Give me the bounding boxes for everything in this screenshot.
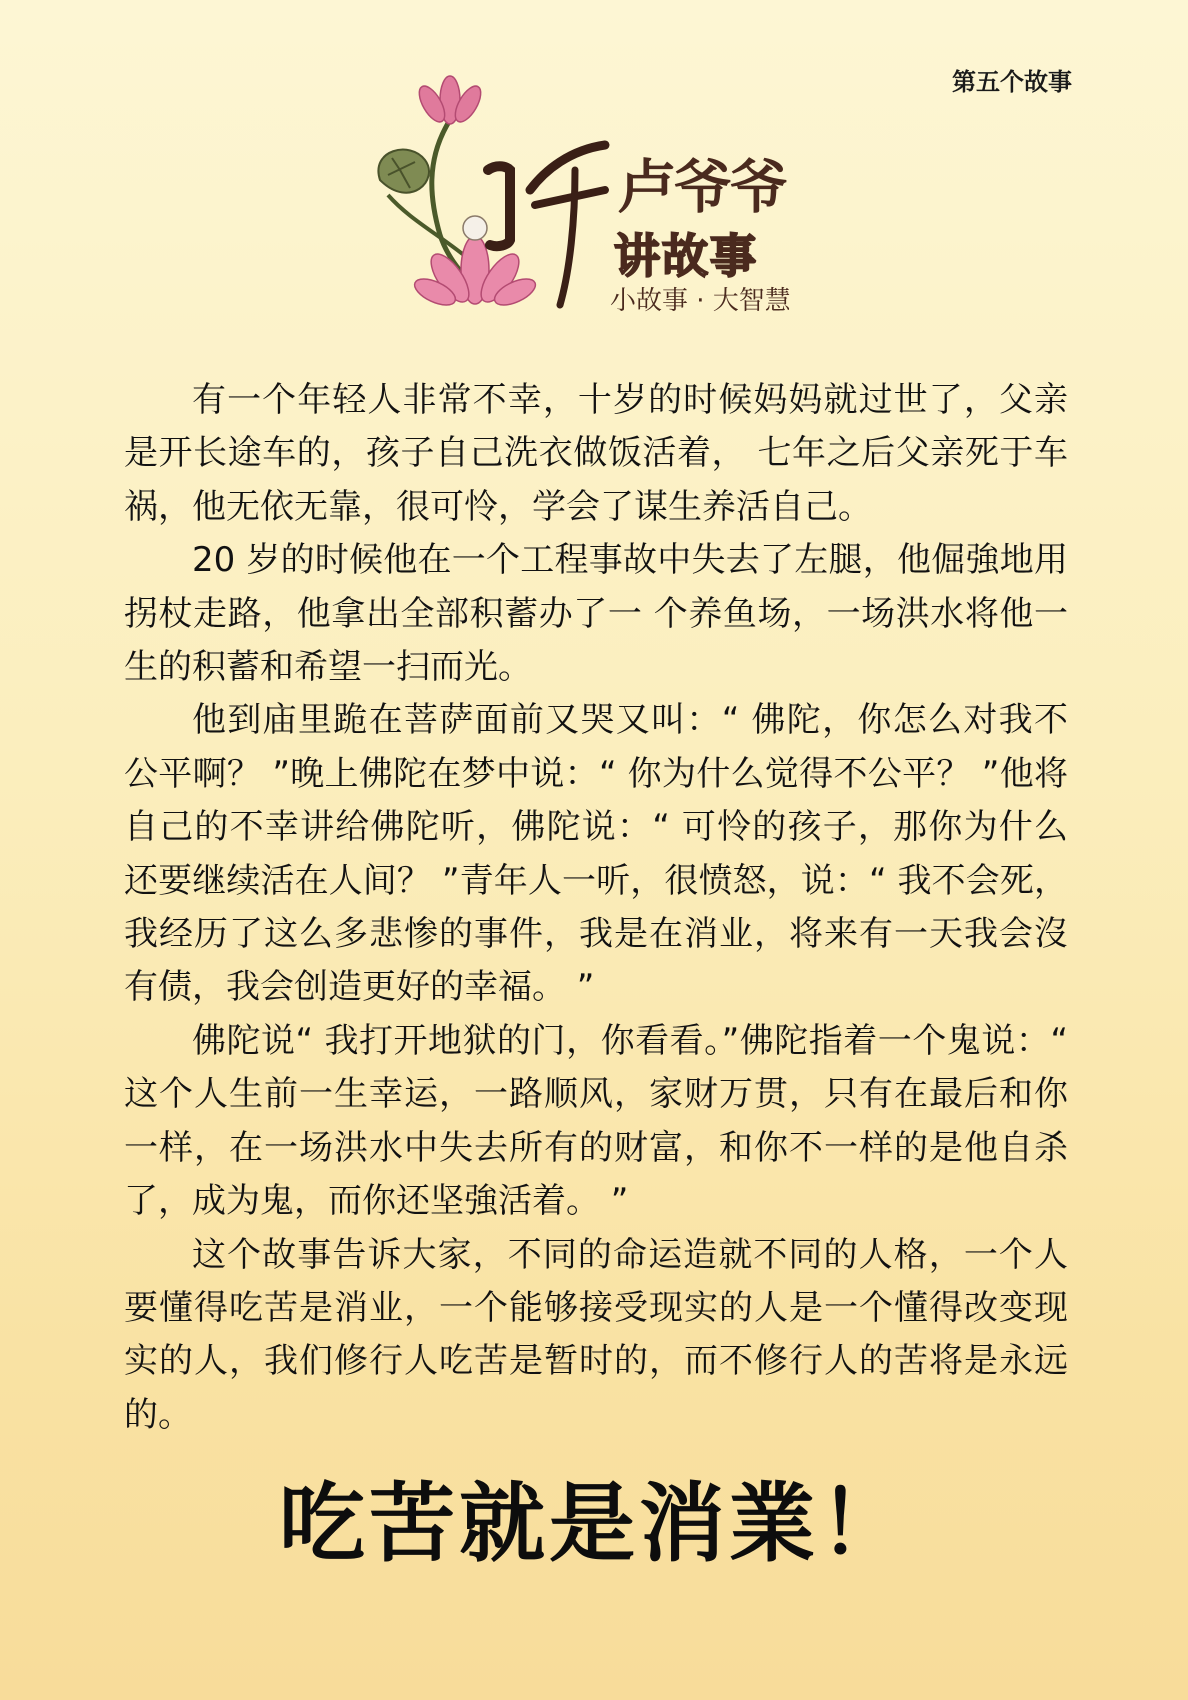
story-paragraph: 他到庙里跪在菩萨面前又哭又叫：“ 佛陀，你怎么对我不公平啊？ ”晚上佛陀在梦中说：“ 你为什么觉得不公平？ ”他将自己的不幸讲给佛陀听，佛陀说：“ 可怜的孩子，那你为什么还要继续活在人间？ ”青年人一听，很愤怒，说：“ 我不会死，我经历了这么多悲惨的事件，我是在消业，将来有一天我会沒有债，我会创造更好的幸福。 ” bbox=[124, 700, 1068, 1008]
moral-headline: 吃苦就是消業！ bbox=[279, 1474, 909, 1574]
story-paragraph: 这个故事告诉大家，不同的命运造就不同的人格，一个人要懂得吃苦是消业，一个能够接受现实的人是一个懂得改变现实的人，我们修行人吃苦是暂时的，而不修行人的苦将是永远的。 bbox=[124, 1234, 1068, 1435]
story-paragraph: 佛陀说“ 我打开地狱的门，你看看。”佛陀指着一个鬼说：“ 这个人生前一生幸运，一路顺风，家财万贯，只有在最后和你一样，在一场洪水中失去所有的财富，和你不一样的是他自杀了，成为鬼，而你还坚強活着。 ” bbox=[124, 1020, 1068, 1222]
logo bbox=[370, 70, 830, 340]
story-paragraph: 20 岁的时候他在一个工程事故中失去了左腿，他倔強地用拐杖走路，他拿出全部积蓄办了一 个养鱼场，一场洪水将他一生的积蓄和希望一扫而光。 bbox=[124, 540, 1068, 688]
story-text bbox=[124, 374, 1068, 1442]
story-number: 第五个故事 bbox=[952, 68, 1072, 96]
logo-title: 卢爷爷 bbox=[618, 153, 787, 221]
logo-tagline: 小故事 · 大智慧 bbox=[610, 286, 791, 316]
logo-subtitle: 讲故事 bbox=[614, 229, 758, 283]
story-paragraph: 有一个年轻人非常不幸，十岁的时候妈妈就过世了，父亲是开长途车的，孩子自己洗衣做饭活着， 七年之后父亲死于车祸，他无依无靠，很可怜，学会了谋生养活自己。 bbox=[124, 380, 1068, 527]
